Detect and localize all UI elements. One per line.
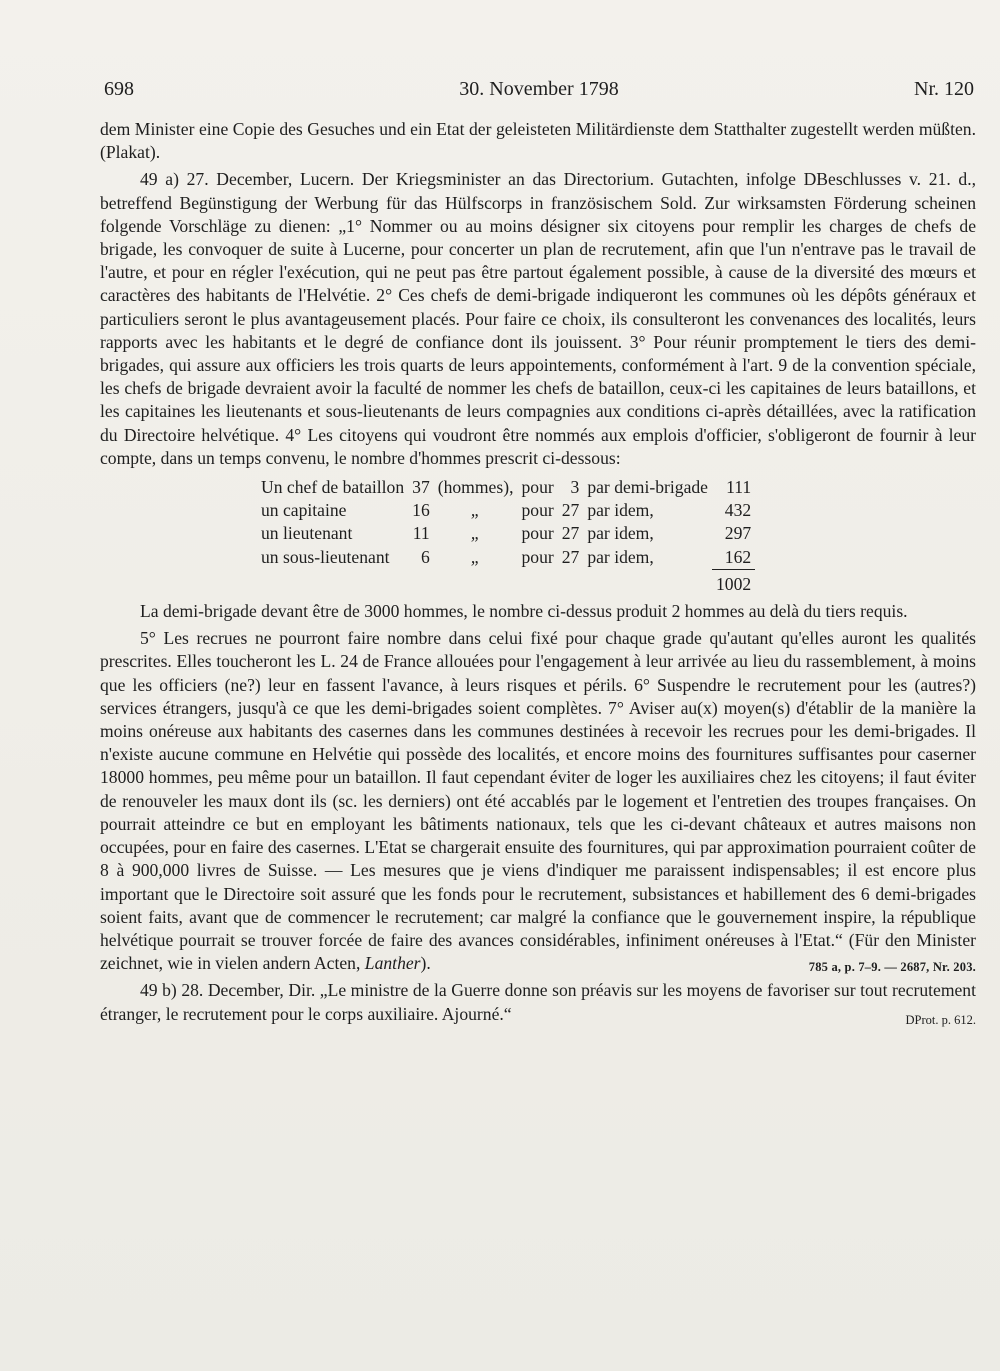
paragraph-5-7-text: 5° Les recrues ne pourront faire nombre dans celui fixé pour chaque grade qu'autant qu'elles auront les qualités prescrites. Elles toucheront les L. 24 de France allouées pour l'engagement à leur arrivée au lieu du rassemblement, à moins que les officiers (ne?) leur en fassent l'avance, à leurs risques et périls. 6° Suspendre le recrutement pour les (autres?) services étrangers, jusqu'à ce que les demi-brigades soient complètes. 7° Aviser au(x) moyen(s) d'établir de la manière la moins onéreuse aux habitants des casernes dans les communes destinées à recevoir les recrues pour les demi-brigades. Il n'existe aucune commune en Helvétie qui possède des localités, et encore moins des fournitures suffisantes pour caserner 18000 hommes, peu même pour un bataillon. Il faut cependant éviter de loger les auxiliaires chez les citoyens; il faut éviter de renouveler les maux dont ils (sc. les derniers) ont été accablés par le logement et l'entretien des troupes françaises. On pourrait atteindre ce but en employant les bâtiments nationaux, tels que les ci-devant châteaux et autres maisons non occupées, pour en faire des casernes. L'Etat se chargerait ensuite des fournitures, qui par approximation pourraient coûter de 8 à 900,000 livres de Suisse. — Les mesures que je viens d'indiquer me paraissent indispensables; il est encore plus important que le Directoire soit assuré que les fonds pour le recrutement, subsistances et habillement des 6 demi-brigades soient faits, avant que de commencer le recrutement; car malgré la confiance que le gouvernement inspire, la république helvétique pourrait se trouver forcée de faire des avances considérables, infiniment onéreuses à l'Etat.“ (Für den Minister zeichnet, wie in vielen andern Acten, (100, 628, 976, 974)
table-row (257, 476, 755, 499)
pour-cell: pour (521, 500, 554, 521)
count-cell: 16 (412, 500, 430, 521)
scope-cell: par idem, (587, 523, 654, 544)
paragraph-49b-text: 49 b) 28. December, Dir. „Le ministre de la Guerre donne son préavis sur les moyens de favoriser sur tout recrutement étranger, le recrutement pour le corps auxiliaire. Ajourné.“ (100, 980, 976, 1024)
ditto-cell: „ (470, 500, 481, 521)
total-cell: 297 (724, 523, 752, 544)
total-cell: 111 (726, 477, 752, 498)
per-cell: 27 (561, 500, 580, 521)
total-cell: 162 (724, 546, 752, 567)
per-cell: 27 (561, 523, 580, 544)
header-date: 30. November 1798 (459, 78, 619, 100)
scope-cell: par idem, (587, 500, 654, 521)
recruitment-table (257, 476, 976, 596)
per-cell: 27 (561, 546, 580, 567)
sum-total: 1002 (712, 569, 755, 596)
ditto-cell: „ (470, 546, 481, 567)
table-row (257, 499, 755, 522)
body-text (100, 118, 976, 1032)
paragraph-5-7 (100, 627, 976, 975)
per-cell: 3 (570, 477, 580, 498)
pour-cell: pour (521, 477, 554, 498)
rank-cell: un lieutenant (261, 523, 353, 544)
scope-cell: par demi-brigade (587, 477, 708, 498)
rank-cell: Un chef de bataillon (261, 477, 405, 498)
pour-cell: pour (521, 546, 554, 567)
count-cell: 37 (412, 477, 430, 498)
page-number: 698 (104, 78, 134, 100)
scope-cell: par idem, (587, 546, 654, 567)
table-row (257, 546, 755, 570)
table-row (257, 522, 755, 545)
paragraph-49a: 49 a) 27. December, Lucern. Der Kriegsminister an das Directorium. Gutachten, infolge DBeschlusses v. 21. d., betreffend Begünstigung der Werbung für das Hülfscorps in französischem Sold. Zur wirksamsten Förderung scheinen folgende Vorschläge zu dienen: „1° Nommer ou au moins désigner six citoyens pour remplir les charges de chefs de brigade, les convoquer de suite à Lucerne, pour concerter un plan de recrutement, afin que l'un n'entrave pas le travail de l'autre, et pour en régler l'exécution, qui ne peut pas être partout également possible, à cause de la diversité des mœurs et caractères des habitants de l'Helvétie. 2° Ces chefs de demi-brigade indiqueront les communes où les dépôts généraux et particuliers seront le plus avantageusement placés. Pour faire ce choix, ils consulteront les convenances des localités, leurs rapports avec les habitants et le degré de confiance dont ils jouissent. 3° Pour réunir promptement le tiers des demi-brigades, qui assure aux officiers les trois quarts de leurs appointements, conformément à l'art. 9 de la convention spéciale, les chefs de brigade devraient avoir la faculté de nommer les chefs de bataillon, ceux-ci les capitaines de leurs bataillons, et les capitaines les lieutenants et sous-lieutenants de leurs compagnies aux conditions ci-après détaillées, avec la ratification du Directoire helvétique. 4° Les citoyens qui voudront être nommés aux emplois d'officier, s'obligeront de fournir à leur compte, dans un temps convenu, le nombre d'hommes prescrit ci-dessous: (100, 169, 976, 468)
archive-reference: 785 a, p. 7–9. — 2687, Nr. 203. (808, 960, 976, 975)
signatory-name: Lanther (364, 953, 421, 974)
total-cell: 432 (724, 500, 752, 521)
ditto-cell: „ (470, 523, 481, 544)
paragraph-continuation: dem Minister eine Copie des Gesuches und ein Etat der geleisteten Militärdienste dem Statthalter zugestellt werden müßten. (Plakat). (100, 119, 976, 163)
sum-row (257, 569, 755, 596)
paragraph-49b (100, 979, 976, 1025)
page-header (104, 78, 974, 106)
rank-cell: un sous-lieutenant (261, 546, 390, 567)
count-cell: 6 (420, 546, 430, 567)
pour-cell: pour (521, 523, 554, 544)
paragraph-close: ). (420, 953, 431, 974)
count-cell: 11 (412, 523, 430, 544)
protocol-reference: DProt. p. 612. (905, 1012, 976, 1027)
paragraph-demi-brigade: La demi-brigade devant être de 3000 hommes, le nombre ci-dessus produit 2 hommes au delà du tiers requis. (140, 601, 908, 622)
rank-cell: un capitaine (261, 500, 347, 521)
unit-cell: (hommes), (437, 477, 514, 498)
document-number: Nr. 120 (914, 78, 974, 100)
